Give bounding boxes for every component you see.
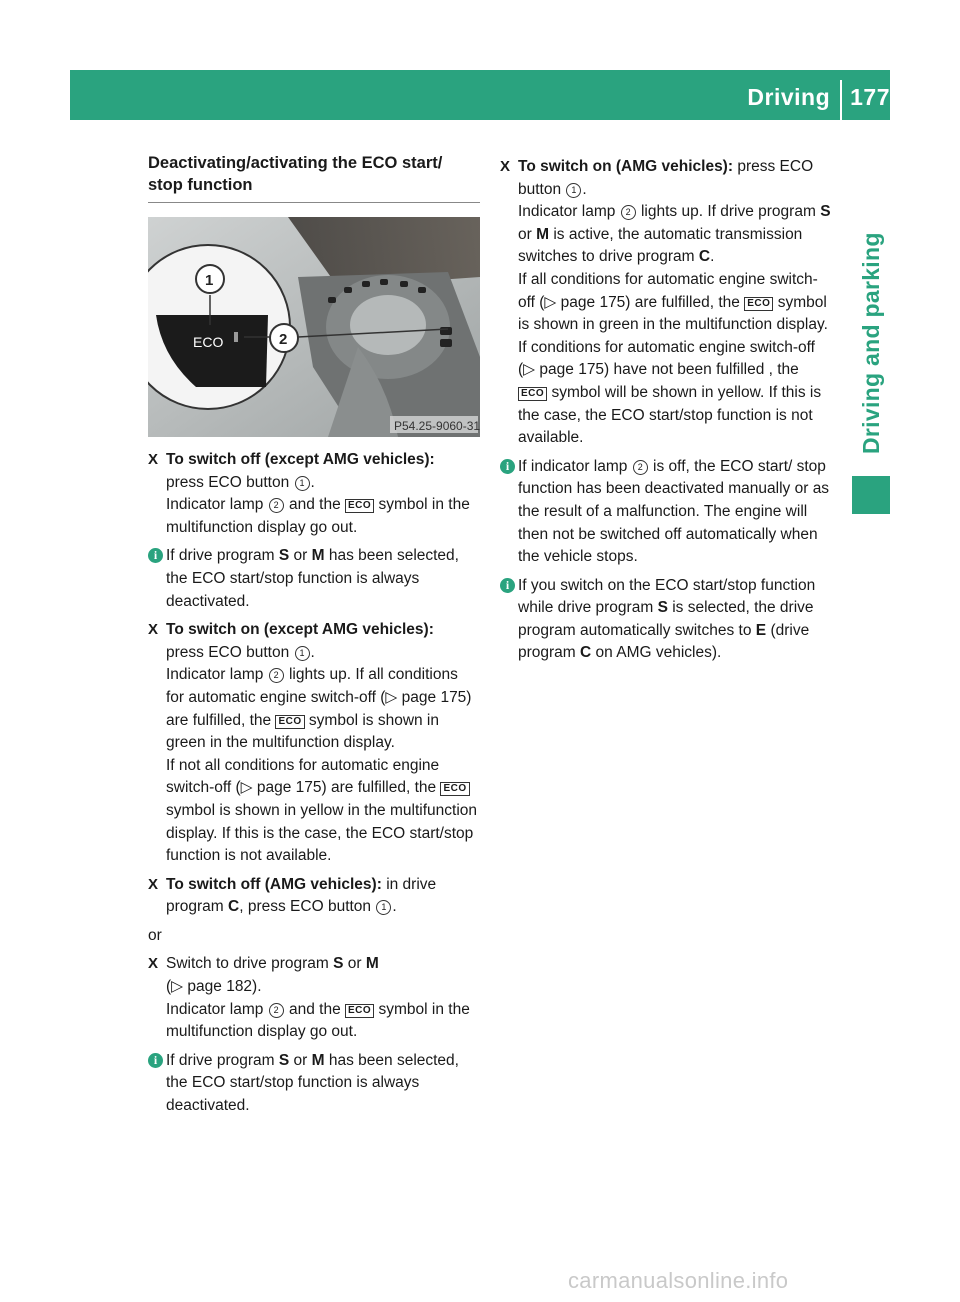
page-ref-arrow: ▷ — [240, 779, 253, 797]
ref-1: 1 — [295, 476, 310, 491]
step-switch-program: X Switch to drive program S or M (▷ page 182). Indicator lamp 2 and the ECO symbol in the multifunction display go out. — [148, 955, 470, 1041]
info-note-3: i If indicator lamp 2 is off, the ECO start/ stop function has been deactivated manually or as the result of a malfunction. The engine will then not be switched off automatically when the vehicle stops. — [500, 456, 832, 569]
or-divider: or — [148, 926, 162, 944]
step-marker: X — [148, 621, 159, 639]
ref-2: 2 — [269, 1003, 284, 1018]
step-switch-off-amg: X To switch off (AMG vehicles): in drive program C, press ECO button 1 . — [148, 875, 437, 916]
ref-1: 1 — [376, 900, 391, 915]
ref-2: 2 — [621, 205, 636, 220]
console-figure — [148, 217, 480, 437]
callout-2: 2 — [279, 331, 288, 348]
eco-symbol: ECO — [275, 715, 304, 729]
console-photo — [148, 217, 480, 437]
step-marker: X — [148, 955, 159, 973]
page-ref-arrow: ▷ — [523, 361, 536, 379]
right-column — [500, 156, 832, 671]
step-switch-off-non-amg: X To switch off (except AMG vehicles): press ECO button 1 . Indicator lamp 2 and the ECO symbol in the multifunction display go out. — [148, 451, 470, 536]
eco-symbol: ECO — [345, 499, 374, 513]
info-note-4: i If you switch on the ECO start/stop function while drive program S is selected, the drive program automatically switches to E (drive program C on AMG vehicles). — [500, 575, 832, 665]
step-marker: X — [148, 875, 159, 893]
side-tab-label: Driving and parking — [858, 232, 884, 454]
info-icon: i — [500, 459, 515, 474]
page-ref-arrow: ▷ — [171, 978, 184, 996]
eco-symbol: ECO — [744, 297, 773, 311]
step-switch-on-non-amg: X To switch on (except AMG vehicles): press ECO button 1 . Indicator lamp 2 lights up. If all conditions for automatic engine switch-off (▷ page 175) are fulfilled, the ECO symbol is shown in green in the multifunction display. If not all conditions for automatic engine switch-off (▷ page 175) are fulfilled, the ECO symbol is shown in yellow in the multifunction display. If this is the case, the ECO start/stop function is not available. — [148, 621, 477, 865]
header-divider — [840, 80, 842, 120]
step-marker: X — [148, 451, 159, 468]
ref-2: 2 — [269, 668, 284, 683]
info-icon: i — [148, 548, 163, 563]
side-tab-block — [852, 476, 890, 514]
step-switch-on-amg: X To switch on (AMG vehicles): press ECO button 1 . Indicator lamp 2 lights up. If drive program S or M is active, the automatic transmission switches to drive program C. If all conditions for automatic engine switch-off (▷ page 175) are fulfilled, the ECO symbol is shown in green in the multifunction display. If conditions for automatic engine switch-off (▷ page 175) have not been fulfilled , the ECO symbol will be shown in yellow. If this is the case, the ECO start/stop function is not available. — [500, 158, 831, 447]
eco-symbol: ECO — [518, 387, 547, 401]
ref-1: 1 — [566, 183, 581, 198]
eco-symbol: ECO — [345, 1004, 374, 1018]
info-icon: i — [500, 578, 515, 593]
callout-1: 1 — [205, 272, 214, 289]
info-note-1: i If drive program S or M has been selected, the ECO start/stop function is always deactivated. — [148, 545, 480, 613]
figure-code: P54.25-9060-31 — [394, 419, 480, 433]
left-column — [148, 152, 480, 1124]
page-ref-arrow: ▷ — [544, 293, 557, 311]
info-note-2: i If drive program S or M has been selected, the ECO start/stop function is always deactivated. — [148, 1050, 480, 1118]
info-icon: i — [148, 1053, 163, 1068]
eco-symbol: ECO — [440, 782, 469, 796]
page-ref-arrow: ▷ — [385, 688, 398, 706]
step-marker: X — [500, 158, 511, 175]
section-title: Deactivating/activating the ECO start/ stop function — [148, 152, 480, 203]
ref-2: 2 — [269, 498, 284, 513]
ref-1: 1 — [295, 646, 310, 661]
section-name: Driving — [747, 84, 831, 110]
watermark: carmanualsonline.info — [568, 1268, 789, 1293]
header-title — [747, 84, 890, 124]
eco-button-label: ECO — [193, 334, 224, 350]
ref-2: 2 — [633, 460, 648, 475]
page-number: 177 — [850, 84, 890, 110]
